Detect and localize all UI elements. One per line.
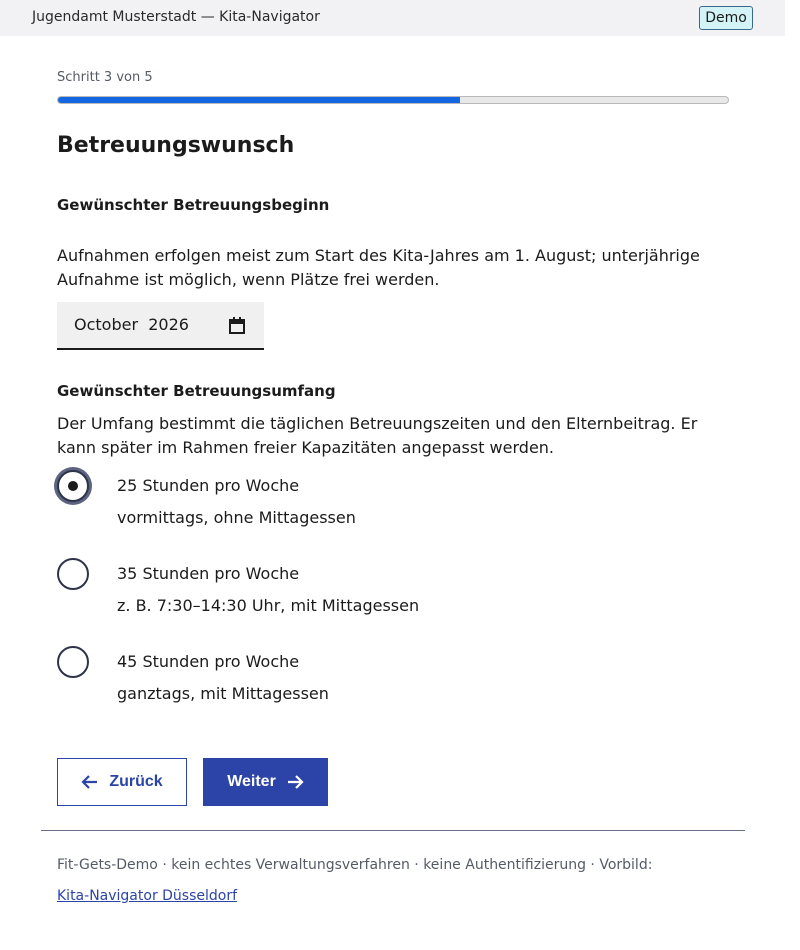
radio-option-description: ganztags, mit Mittagessen: [117, 684, 329, 703]
progress-bar-fill: [58, 97, 460, 103]
arrow-right-icon: [286, 773, 304, 791]
radio-option-label[interactable]: 45 Stunden pro Woche: [117, 652, 300, 671]
radio-option-description: z. B. 7:30–14:30 Uhr, mit Mittagessen: [117, 596, 420, 615]
footer-divider: [41, 830, 745, 831]
scope-heading: Gewünschter Betreuungsumfang: [57, 382, 336, 400]
footer-disclaimer: Fit-Gets-Demo · kein echtes Verwaltungsverfahren · keine Authentifizierung · Vorbild:: [57, 857, 653, 873]
app-title: Jugendamt Musterstadt — Kita-Navigator: [32, 9, 320, 25]
scope-hint: Der Umfang bestimmt die täglichen Betreuungszeiten und den Elternbeitrag. Er kann später im Rahmen freier Kapazitäten angepasst werden.: [57, 414, 698, 457]
progress-bar: [57, 96, 729, 104]
radio-option-description: vormittags, ohne Mittagessen: [117, 508, 356, 527]
start-date-hint: Aufnahmen erfolgen meist zum Start des Kita-Jahres am 1. August; unterjährige Aufnahme ist möglich, wenn Plätze frei werden.: [57, 246, 700, 289]
next-button-label: Weiter: [227, 773, 276, 790]
radio-option-35h[interactable]: [57, 558, 89, 590]
start-date-heading: Gewünschter Betreuungsbeginn: [57, 196, 330, 214]
back-button-label: Zurück: [109, 773, 163, 790]
radio-selected-dot: [68, 481, 78, 491]
radio-option-label[interactable]: 35 Stunden pro Woche: [117, 564, 300, 583]
demo-badge: Demo: [699, 6, 753, 30]
radio-option-45h[interactable]: [57, 646, 89, 678]
next-button[interactable]: [203, 758, 328, 806]
start-month-value: October 2026: [74, 315, 189, 334]
radio-option-25h[interactable]: [57, 470, 89, 502]
page-title: Betreuungswunsch: [57, 133, 295, 158]
calendar-icon[interactable]: [229, 317, 245, 334]
footer-source-link[interactable]: Kita-Navigator Düsseldorf: [57, 888, 238, 904]
back-button[interactable]: [57, 758, 187, 806]
start-month-input[interactable]: [57, 302, 264, 350]
step-indicator: Schritt 3 von 5: [57, 70, 153, 85]
top-bar: [0, 0, 785, 36]
radio-option-label[interactable]: 25 Stunden pro Woche: [117, 476, 300, 495]
arrow-left-icon: [81, 773, 99, 791]
